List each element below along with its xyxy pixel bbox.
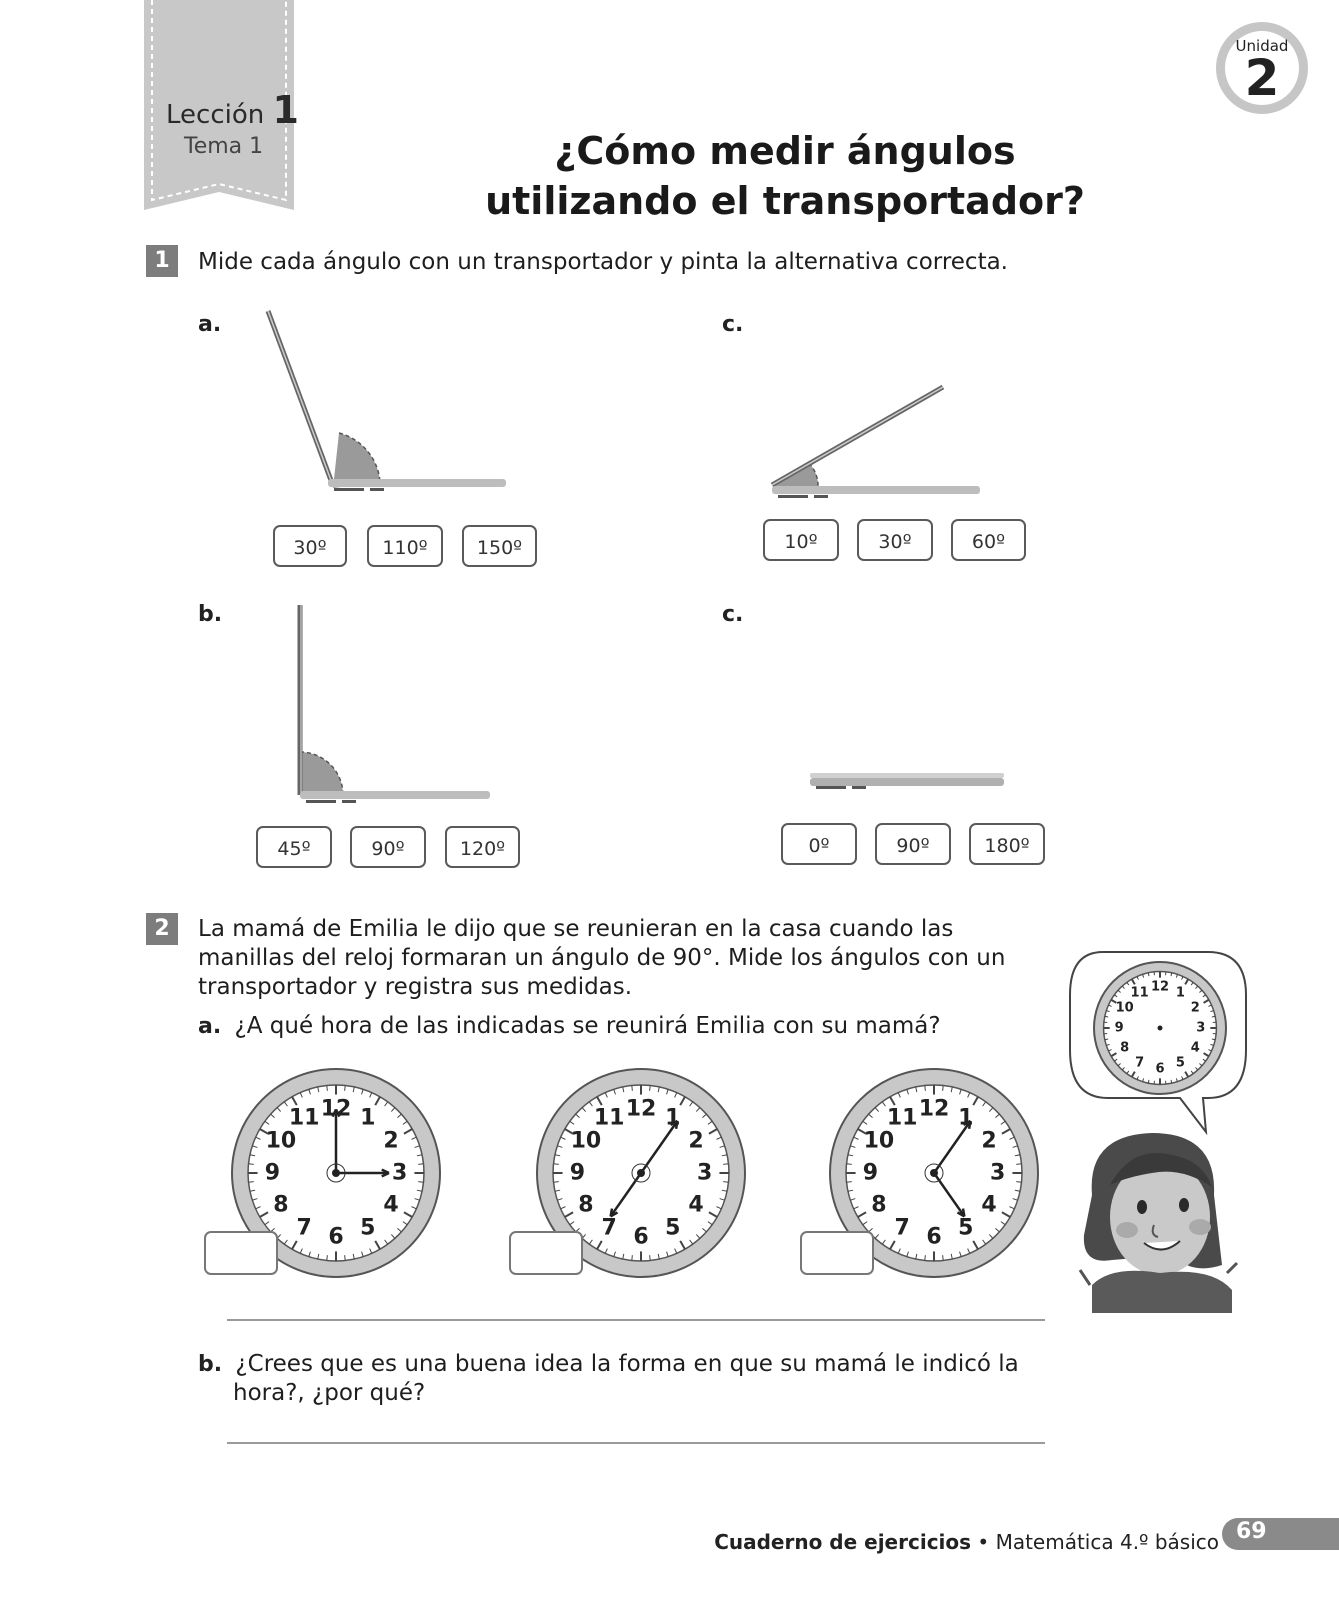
option-b-1[interactable]: 45º bbox=[256, 826, 332, 868]
clock-number: 10 bbox=[1115, 1000, 1134, 1016]
laptop-angle-a-illustration bbox=[250, 305, 520, 505]
clock-tick bbox=[650, 1086, 651, 1091]
clock-number: 9 bbox=[264, 1160, 281, 1186]
clock-2-answer-box[interactable] bbox=[509, 1231, 583, 1275]
clock-center bbox=[930, 1169, 938, 1177]
clock-number: 1 bbox=[360, 1105, 376, 1131]
clock-number: 6 bbox=[328, 1224, 344, 1250]
clock-number: 8 bbox=[578, 1192, 594, 1218]
unit-number: 2 bbox=[1244, 49, 1280, 107]
clock-number: 4 bbox=[383, 1192, 399, 1218]
clock-tick bbox=[1148, 1080, 1149, 1083]
clock-number: 3 bbox=[391, 1160, 408, 1186]
clock-tick bbox=[847, 1182, 852, 1183]
answer-line-b[interactable] bbox=[227, 1442, 1045, 1444]
clock-tick bbox=[632, 1255, 633, 1260]
clock-number: 4 bbox=[1190, 1040, 1200, 1056]
clock-tick bbox=[1171, 973, 1172, 976]
clock-tick bbox=[723, 1164, 728, 1165]
option-c1-1[interactable]: 10º bbox=[763, 519, 839, 561]
clock-1-answer-box[interactable] bbox=[204, 1231, 278, 1275]
clock-tick bbox=[345, 1086, 346, 1091]
unit-badge bbox=[1212, 18, 1312, 118]
clock-number: 2 bbox=[383, 1128, 399, 1154]
clock-center bbox=[1158, 1026, 1163, 1031]
laptop-angle-b-illustration bbox=[290, 600, 510, 805]
clock-number: 10 bbox=[265, 1128, 297, 1154]
clock-tick bbox=[1105, 1039, 1108, 1040]
laptop-angle-c-illustration bbox=[760, 375, 980, 500]
clock-tick bbox=[249, 1164, 254, 1165]
clock-number: 3 bbox=[1196, 1020, 1206, 1036]
option-c1-2[interactable]: 30º bbox=[857, 519, 933, 561]
activity-1-number: 1 bbox=[146, 245, 178, 277]
clock-tick bbox=[345, 1255, 346, 1260]
clock-number: 7 bbox=[296, 1215, 312, 1241]
option-c2-1[interactable]: 0º bbox=[781, 823, 857, 865]
clock-number: 2 bbox=[981, 1128, 997, 1154]
clock-number: 1 bbox=[665, 1105, 681, 1131]
clock-tick bbox=[1148, 973, 1149, 976]
clock-tick bbox=[1212, 1016, 1215, 1017]
clock-number: 8 bbox=[273, 1192, 289, 1218]
option-c1-3[interactable]: 60º bbox=[951, 519, 1026, 561]
option-b-3[interactable]: 120º bbox=[445, 826, 520, 868]
option-b-2[interactable]: 90º bbox=[350, 826, 426, 868]
clock-tick bbox=[418, 1182, 423, 1183]
clock-tick bbox=[650, 1255, 651, 1260]
activity-1-instruction: Mide cada ángulo con un transportador y pinta la alternativa correcta. bbox=[198, 249, 1008, 275]
clock-number: 11 bbox=[288, 1105, 320, 1131]
clock-tick bbox=[925, 1086, 926, 1091]
clock-tick bbox=[943, 1086, 944, 1091]
lesson-label: Lección 1 bbox=[166, 88, 299, 132]
clock-number: 12 bbox=[625, 1096, 657, 1122]
clock-number: 8 bbox=[1120, 1040, 1130, 1056]
item-a-letter: a. bbox=[198, 312, 222, 337]
clock-number: 12 bbox=[320, 1096, 352, 1122]
clock-tick bbox=[632, 1086, 633, 1091]
clock-number: 3 bbox=[696, 1160, 713, 1186]
clock-number: 1 bbox=[958, 1105, 974, 1131]
page-title: ¿Cómo medir ángulos utilizando el transportador? bbox=[485, 129, 1085, 223]
clock-number: 5 bbox=[665, 1215, 681, 1241]
clock-tick bbox=[1016, 1164, 1021, 1165]
page-number: 69 bbox=[1236, 1519, 1267, 1544]
footer-text: Cuaderno de ejercicios • Matemática 4.º básico bbox=[714, 1530, 1219, 1554]
clock-number: 3 bbox=[989, 1160, 1006, 1186]
clock-number: 7 bbox=[601, 1215, 617, 1241]
clock-tick bbox=[1212, 1039, 1215, 1040]
clock-number: 7 bbox=[1135, 1055, 1145, 1071]
clock-tick bbox=[1105, 1016, 1108, 1017]
clock-tick bbox=[249, 1182, 254, 1183]
clock-tick bbox=[925, 1255, 926, 1260]
clock-tick bbox=[554, 1164, 559, 1165]
option-a-2[interactable]: 110º bbox=[367, 525, 443, 567]
clock-number: 6 bbox=[633, 1224, 649, 1250]
answer-line-a[interactable] bbox=[227, 1319, 1045, 1321]
option-a-3[interactable]: 150º bbox=[462, 525, 537, 567]
clock-number: 9 bbox=[862, 1160, 879, 1186]
clock-number: 9 bbox=[569, 1160, 586, 1186]
small-clock bbox=[1092, 960, 1228, 1096]
clock-number: 11 bbox=[1130, 985, 1149, 1001]
clock-tick bbox=[723, 1182, 728, 1183]
clock-number: 10 bbox=[570, 1128, 602, 1154]
clock-number: 6 bbox=[926, 1224, 942, 1250]
clock-number: 11 bbox=[886, 1105, 918, 1131]
girl-illustration bbox=[1072, 1125, 1244, 1313]
item-b-letter: b. bbox=[198, 602, 223, 627]
activity-2-number: 2 bbox=[146, 913, 178, 945]
clock-number: 2 bbox=[688, 1128, 704, 1154]
lesson-ribbon bbox=[144, 0, 299, 216]
clock-number: 12 bbox=[918, 1096, 950, 1122]
clock-tick bbox=[1016, 1182, 1021, 1183]
clock-number: 4 bbox=[688, 1192, 704, 1218]
clock-tick bbox=[943, 1255, 944, 1260]
theme-label: Tema 1 bbox=[184, 134, 264, 159]
clock-number: 12 bbox=[1150, 979, 1170, 995]
clock-tick bbox=[847, 1164, 852, 1165]
clock-tick bbox=[327, 1086, 328, 1091]
clock-number: 10 bbox=[863, 1128, 895, 1154]
clock-center bbox=[332, 1169, 340, 1177]
clock-number: 2 bbox=[1190, 1000, 1200, 1016]
clock-tick bbox=[554, 1182, 559, 1183]
clock-number: 8 bbox=[871, 1192, 887, 1218]
item-c-letter-2: c. bbox=[722, 602, 744, 627]
clock-tick bbox=[418, 1164, 423, 1165]
clock-number: 5 bbox=[360, 1215, 376, 1241]
question-a: a. ¿A qué hora de las indicadas se reunirá Emilia con su mamá? bbox=[198, 1013, 941, 1039]
clock-number: 6 bbox=[1155, 1061, 1165, 1077]
clock-number: 11 bbox=[593, 1105, 625, 1131]
clock-tick bbox=[327, 1255, 328, 1260]
unit-label: Unidad bbox=[1235, 37, 1289, 55]
clock-number: 1 bbox=[1175, 985, 1185, 1001]
question-b: b. ¿Crees que es una buena idea la forma en que su mamá le indicó la hora?, ¿por qué? bbox=[198, 1351, 1019, 1406]
clock-center bbox=[637, 1169, 645, 1177]
clock-number: 5 bbox=[958, 1215, 974, 1241]
option-c2-2[interactable]: 90º bbox=[875, 823, 951, 865]
option-c2-3[interactable]: 180º bbox=[969, 823, 1045, 865]
clock-3-answer-box[interactable] bbox=[800, 1231, 874, 1275]
clock-number: 5 bbox=[1175, 1055, 1185, 1071]
clock-number: 4 bbox=[981, 1192, 997, 1218]
clock-tick bbox=[1171, 1080, 1172, 1083]
activity-2-instruction: La mamá de Emilia le dijo que se reunieran en la casa cuando las manillas del reloj formaran un ángulo de 90°. Mide los ángulos con un transportador y registra sus medidas. bbox=[198, 916, 1006, 1000]
clock-number: 7 bbox=[894, 1215, 910, 1241]
clock-number: 9 bbox=[1114, 1020, 1124, 1036]
option-a-1[interactable]: 30º bbox=[273, 525, 347, 567]
laptop-angle-c2-illustration bbox=[808, 770, 1008, 795]
item-c-letter: c. bbox=[722, 312, 744, 337]
